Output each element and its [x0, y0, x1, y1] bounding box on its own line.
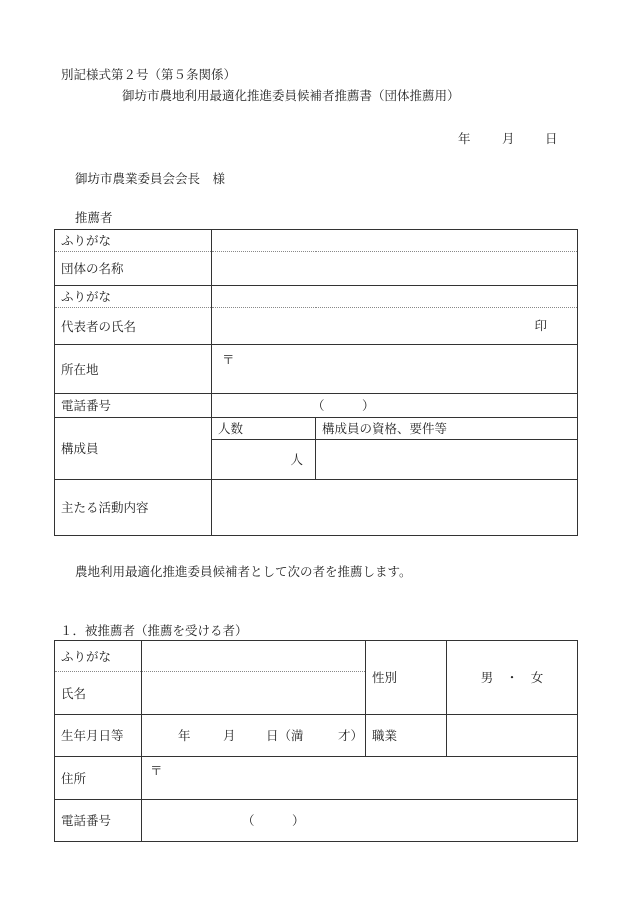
- furigana-label-2: ふりがな: [55, 286, 212, 308]
- gender-field[interactable]: [447, 641, 578, 715]
- member-unit: 人: [290, 452, 303, 467]
- birth-field[interactable]: [142, 715, 366, 757]
- phone-label: 電話番号: [55, 394, 212, 418]
- birth-month-label: 月: [223, 728, 236, 743]
- date-month-label: 月: [502, 131, 515, 146]
- nominee-phone-field[interactable]: [142, 800, 578, 842]
- members-label: 構成員: [55, 418, 212, 480]
- address-field[interactable]: [212, 345, 578, 394]
- member-count-field[interactable]: [212, 440, 316, 480]
- recommender-section-label: 推薦者: [75, 210, 113, 225]
- nominee-phone-parens: （ ）: [242, 813, 305, 828]
- rep-name-label: 代表者の氏名: [55, 308, 212, 345]
- org-furigana-field[interactable]: [212, 230, 578, 252]
- form-number: 別記様式第２号（第５条関係）: [61, 67, 237, 82]
- occupation-label: 職業: [366, 715, 447, 757]
- furigana-label-1: ふりがな: [55, 230, 212, 252]
- birth-age-label: 才）: [338, 728, 364, 743]
- nominee-postal-mark: 〒: [150, 763, 163, 778]
- nominee-name-label: 氏名: [55, 672, 142, 715]
- nominee-phone-label: 電話番号: [55, 800, 142, 842]
- org-name-label: 団体の名称: [55, 252, 212, 286]
- rep-name-field[interactable]: [212, 308, 578, 345]
- recommendation-statement: 農地利用最適化推進委員候補者として次の者を推薦します。: [75, 564, 412, 579]
- seal-mark: 印: [534, 318, 547, 333]
- occupation-field[interactable]: [447, 715, 578, 757]
- birth-year-label: 年: [178, 728, 191, 743]
- document-title: 御坊市農地利用最適化推進委員候補者推薦書（団体推薦用）: [122, 88, 460, 103]
- activity-field[interactable]: [212, 480, 578, 536]
- birth-day-label: 日（満: [266, 728, 304, 743]
- address-label: 所在地: [55, 345, 212, 394]
- nominee-address-field[interactable]: [142, 757, 578, 800]
- phone-field[interactable]: [212, 394, 578, 418]
- nominee-furigana-label: ふりがな: [55, 641, 142, 672]
- date-year-label: 年: [458, 131, 471, 146]
- gender-options: 男 ・ 女: [480, 670, 544, 685]
- member-count-header: 人数: [212, 418, 316, 440]
- member-qual-field[interactable]: [316, 440, 578, 480]
- activity-label: 主たる活動内容: [55, 480, 212, 536]
- recommender-table: [54, 229, 578, 536]
- nominee-furigana-field[interactable]: [142, 641, 366, 672]
- postal-mark: 〒: [222, 352, 235, 367]
- gender-label: 性別: [366, 641, 447, 715]
- addressee: 御坊市農業委員会会長 様: [75, 171, 226, 186]
- org-name-field[interactable]: [212, 252, 578, 286]
- nominee-name-field[interactable]: [142, 672, 366, 715]
- phone-parens: （ ）: [312, 398, 375, 413]
- rep-furigana-field[interactable]: [212, 286, 578, 308]
- nominee-section-label: １．被推薦者（推薦を受ける者）: [60, 623, 248, 638]
- nominee-table: [54, 640, 578, 842]
- date-day-label: 日: [545, 131, 558, 146]
- nominee-address-label: 住所: [55, 757, 142, 800]
- member-qual-header: 構成員の資格、要件等: [316, 418, 578, 440]
- birth-label: 生年月日等: [55, 715, 142, 757]
